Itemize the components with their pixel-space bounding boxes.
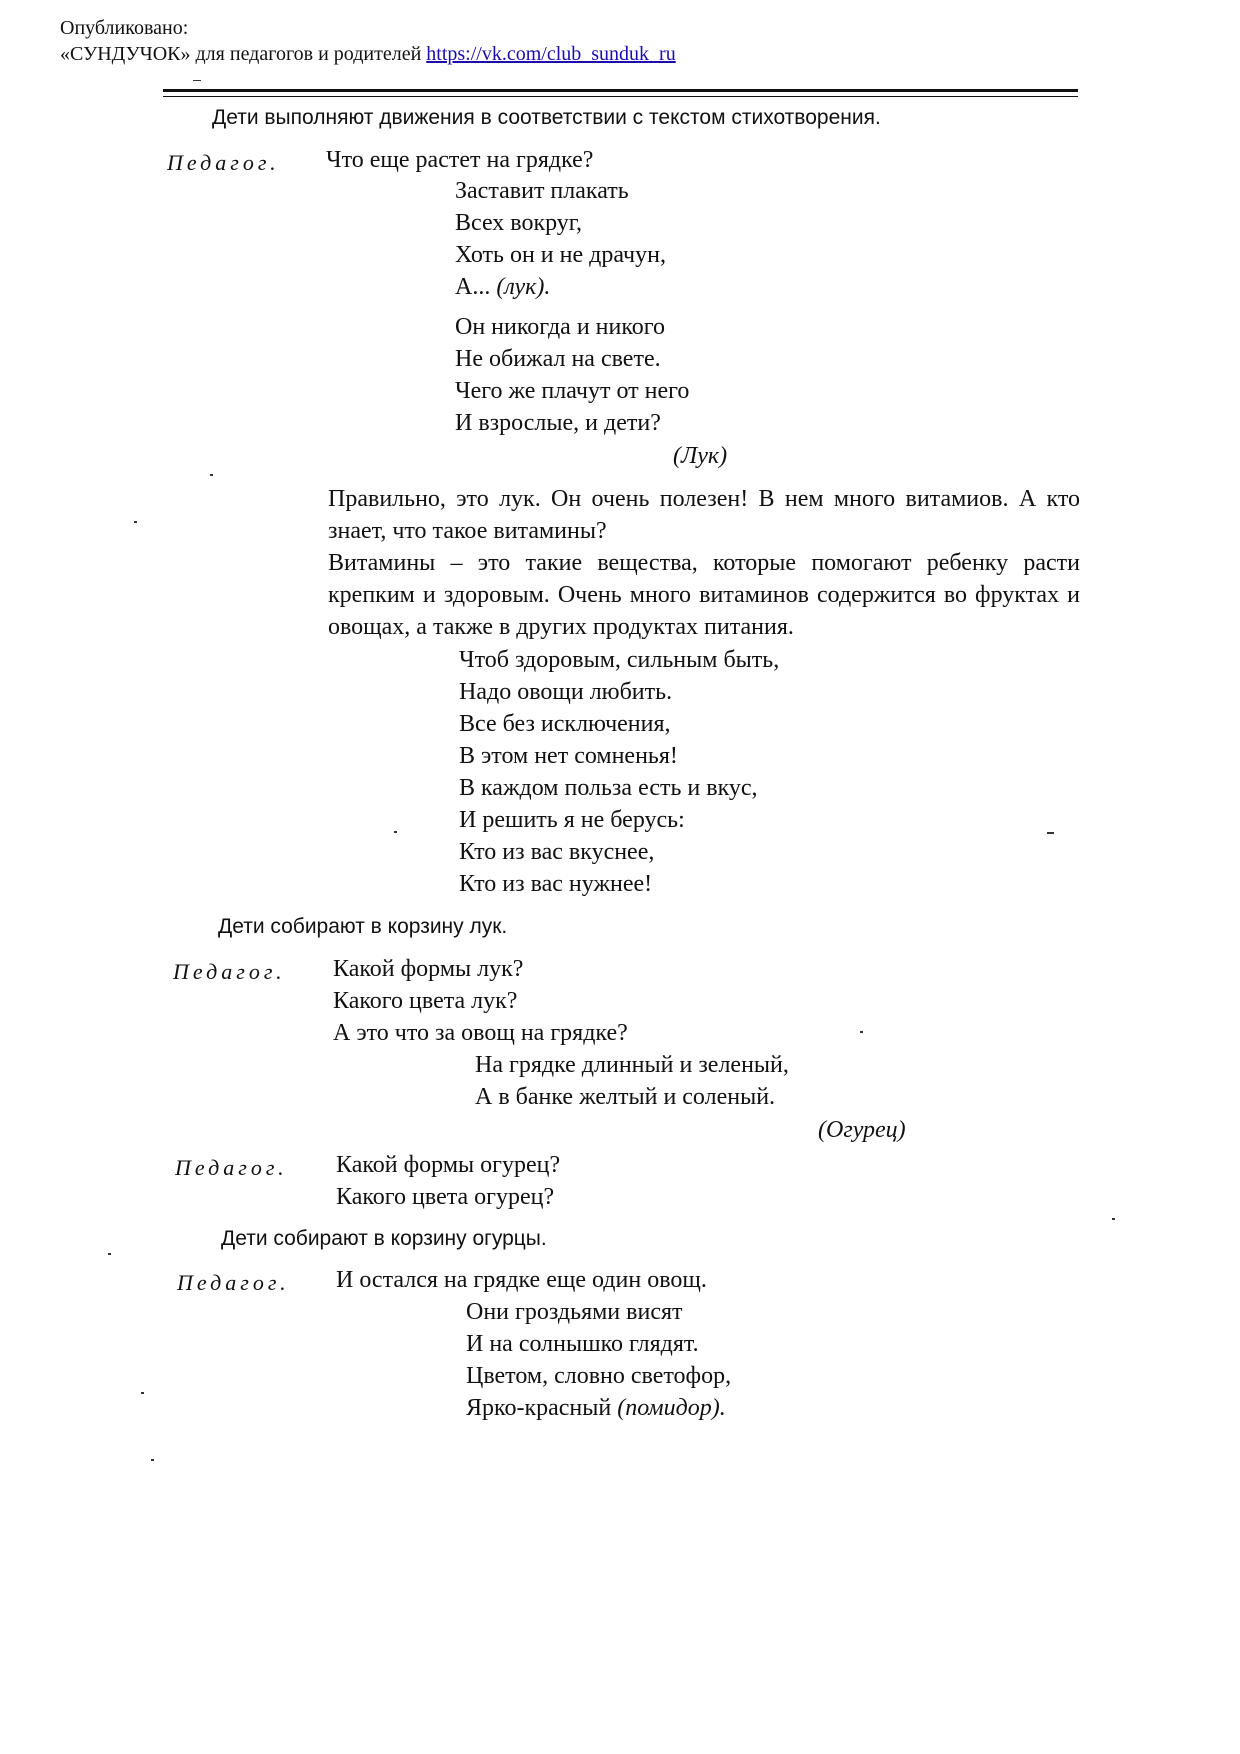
publisher-line	[60, 43, 676, 65]
scan-speck	[151, 1459, 154, 1461]
vk-link[interactable]: https://vk.com/club_sunduk_ru	[426, 43, 676, 65]
paragraph-2: Витамины – это такие вещества, которые помогают ребенку расти крепким и здоровым. Очень много витаминов содержится во фруктах и овощах, а также в других продуктах питания.	[328, 550, 1080, 640]
riddle-answer: (Огурец)	[818, 1117, 906, 1143]
riddle-line: Не обижал на свете.	[455, 346, 661, 372]
scan-speck	[141, 1392, 144, 1394]
riddle-answer-line	[466, 1395, 726, 1422]
teacher-line: Какого цвета огурец?	[336, 1184, 555, 1210]
riddle-line: На грядке длинный и зеленый,	[475, 1052, 789, 1078]
scan-speck	[193, 80, 201, 81]
teacher-line: А это что за овощ на грядке?	[333, 1020, 628, 1046]
scan-speck	[1112, 1218, 1115, 1220]
riddle-answer: (помидор).	[617, 1395, 726, 1421]
paragraph-1: Правильно, это лук. Он очень полезен! В нем много витамиов. А кто знает, что такое витамины?	[328, 486, 1080, 544]
poem-line: Чтоб здоровым, сильным быть,	[459, 647, 780, 673]
stage-direction-2: Дети собирают в корзину лук.	[218, 915, 508, 938]
speaker-label: Педагог.	[175, 1155, 288, 1180]
scan-speck	[1047, 832, 1054, 834]
poem-line: Кто из вас нужнее!	[459, 871, 653, 897]
riddle-line: А в банке желтый и соленый.	[475, 1084, 776, 1110]
teacher-line: Какой формы огурец?	[336, 1152, 561, 1178]
riddle-line: Хоть он и не драчун,	[455, 242, 666, 268]
poem-line: Надо овощи любить.	[459, 679, 673, 705]
riddle-line: Он никогда и никого	[455, 314, 666, 340]
riddle-line: И на солнышко глядят.	[466, 1331, 699, 1357]
riddle-line: Цветом, словно светофор,	[466, 1363, 732, 1389]
scan-speck	[210, 474, 213, 476]
teacher-line: Какой формы лук?	[333, 956, 524, 982]
scan-speck	[394, 831, 397, 833]
teacher-line: Какого цвета лук?	[333, 988, 518, 1014]
divider-thin	[163, 96, 1078, 97]
poem-line: В каждом польза есть и вкус,	[459, 775, 758, 801]
stage-direction-1: Дети выполняют движения в соответствии с текстом стихотворения.	[212, 106, 881, 129]
riddle-prefix: А...	[455, 274, 491, 300]
stage-direction-3: Дети собирают в корзину огурцы.	[221, 1227, 547, 1250]
published-label: Опубликовано:	[60, 17, 189, 39]
riddle-answer: (лук).	[496, 274, 551, 300]
poem-line: В этом нет сомненья!	[459, 743, 678, 769]
speaker-label: Педагог.	[167, 150, 280, 175]
divider-top	[163, 89, 1078, 92]
speaker-label: Педагог.	[173, 959, 286, 984]
riddle-line: И взрослые, и дети?	[455, 410, 661, 436]
scan-speck	[134, 521, 137, 523]
riddle-line: Они гроздьями висят	[466, 1299, 683, 1325]
teacher-line: И остался на грядке еще один овощ.	[336, 1267, 707, 1293]
poem-line: И решить я не берусь:	[459, 807, 685, 833]
publisher-text: «СУНДУЧОК» для педагогов и родителей	[60, 43, 422, 65]
scan-speck	[860, 1031, 863, 1033]
poem-line: Кто из вас вкуснее,	[459, 839, 655, 865]
teacher-line: Что еще растет на грядке?	[326, 147, 594, 173]
scan-speck	[108, 1253, 111, 1255]
riddle-line: Заставит плакать	[455, 178, 629, 204]
poem-line: Все без исключения,	[459, 711, 671, 737]
riddle-answer: (Лук)	[673, 443, 728, 469]
riddle-answer-line	[455, 274, 550, 301]
speaker-label: Педагог.	[177, 1270, 290, 1295]
riddle-line: Чего же плачут от него	[455, 378, 690, 404]
riddle-prefix: Ярко-красный	[466, 1395, 612, 1421]
riddle-line: Всех вокруг,	[455, 210, 582, 236]
